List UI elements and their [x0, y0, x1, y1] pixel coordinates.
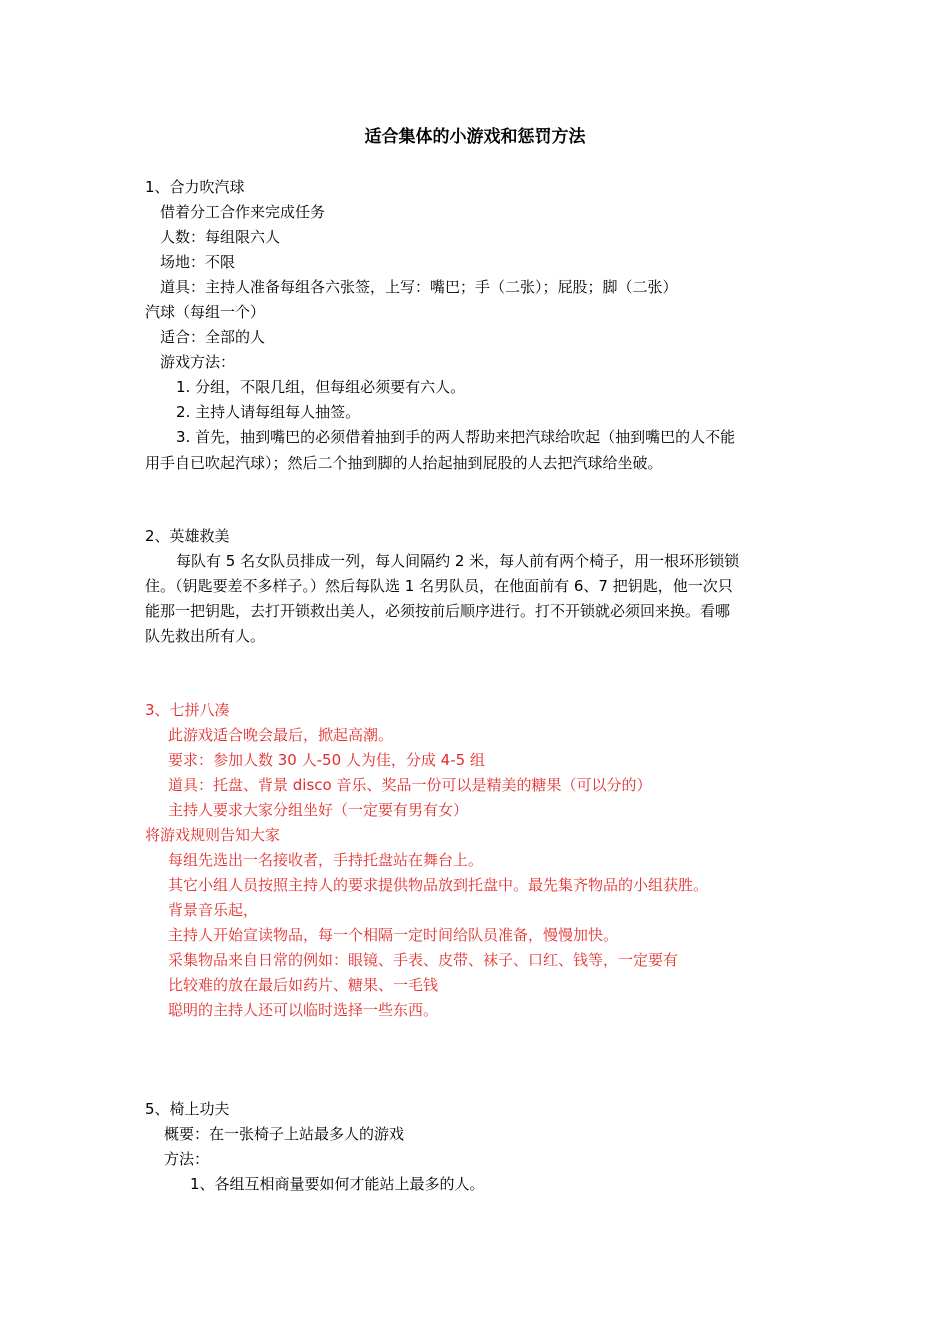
section-3-heading: 3、七拼八凑	[145, 701, 230, 719]
section-1-step: 2. 主持人请每组每人抽签。	[176, 403, 361, 421]
section-3-line: 比较难的放在最后如药片、糖果、一毛钱	[168, 976, 439, 994]
section-1-line: 借着分工合作来完成任务	[160, 203, 326, 221]
section-3-line: 每组先选出一名接收者，手持托盘站在舞台上。	[168, 851, 484, 869]
section-1-line: 汽球（每组一个）	[145, 303, 266, 321]
section-3-line: 将游戏规则告知大家	[145, 826, 281, 844]
section-3-line: 此游戏适合晚会最后，掀起高潮。	[168, 726, 394, 744]
section-2-line: 队先救出所有人。	[145, 627, 266, 645]
section-2-line: 能那一把钥匙，去打开锁救出美人，必须按前后顺序进行。打不开锁就必须回来换。看哪	[145, 602, 731, 620]
section-3-line: 背景音乐起，	[168, 901, 259, 919]
section-3-line: 聪明的主持人还可以临时选择一些东西。	[168, 1001, 439, 1019]
section-3-line: 采集物品来自日常的例如：眼镜、手表、皮带、袜子、口红、钱等，一定要有	[168, 951, 679, 969]
section-1-step: 用手自已吹起汽球）；然后二个抽到脚的人抬起抽到屁股的人去把汽球给坐破。	[145, 454, 663, 472]
section-1-line: 场地：不限	[160, 253, 236, 271]
section-2-line: 住。（钥匙要差不多样子。）然后每队选 1 名男队员，在他面前有 6、7 把钥匙，他一次只	[145, 577, 733, 595]
section-1-line: 游戏方法：	[160, 353, 236, 371]
section-3-line: 主持人开始宣读物品，每一个相隔一定时间给队员准备，慢慢加快。	[168, 926, 619, 944]
document-title: 适合集体的小游戏和惩罚方法	[364, 127, 586, 147]
section-1-line: 道具：主持人准备每组各六张签，上写：嘴巴；手（二张）；屁股；脚（二张）	[160, 278, 678, 296]
section-3-line: 其它小组人员按照主持人的要求提供物品放到托盘中。最先集齐物品的小组获胜。	[168, 876, 709, 894]
section-1-step: 1. 分组，不限几组，但每组必须要有六人。	[176, 378, 466, 396]
section-1-line: 适合：全部的人	[160, 328, 266, 346]
section-3-line: 主持人要求大家分组坐好（一定要有男有女）	[168, 801, 469, 819]
section-3-line: 要求：参加人数 30 人-50 人为佳，分成 4-5 组	[168, 751, 485, 769]
section-2-line: 每队有 5 名女队员排成一列，每人间隔约 2 米，每人前有两个椅子，用一根环形锁锁	[176, 552, 740, 570]
section-1-line: 人数：每组限六人	[160, 228, 281, 246]
section-1-step: 3. 首先，抽到嘴巴的必须借着抽到手的两人帮助来把汽球给吹起（抽到嘴巴的人不能	[176, 428, 736, 446]
section-3-line: 道具：托盘、背景 disco 音乐、奖品一份可以是精美的糖果（可以分的）	[168, 776, 652, 794]
section-5-step: 1、各组互相商量要如何才能站上最多的人。	[190, 1175, 485, 1193]
section-5-line: 方法：	[164, 1150, 210, 1168]
section-5-line: 概要：在一张椅子上站最多人的游戏	[164, 1125, 405, 1143]
section-5-heading: 5、椅上功夫	[145, 1100, 230, 1118]
section-2-heading: 2、英雄救美	[145, 527, 230, 545]
section-1-heading: 1、合力吹汽球	[145, 178, 245, 196]
